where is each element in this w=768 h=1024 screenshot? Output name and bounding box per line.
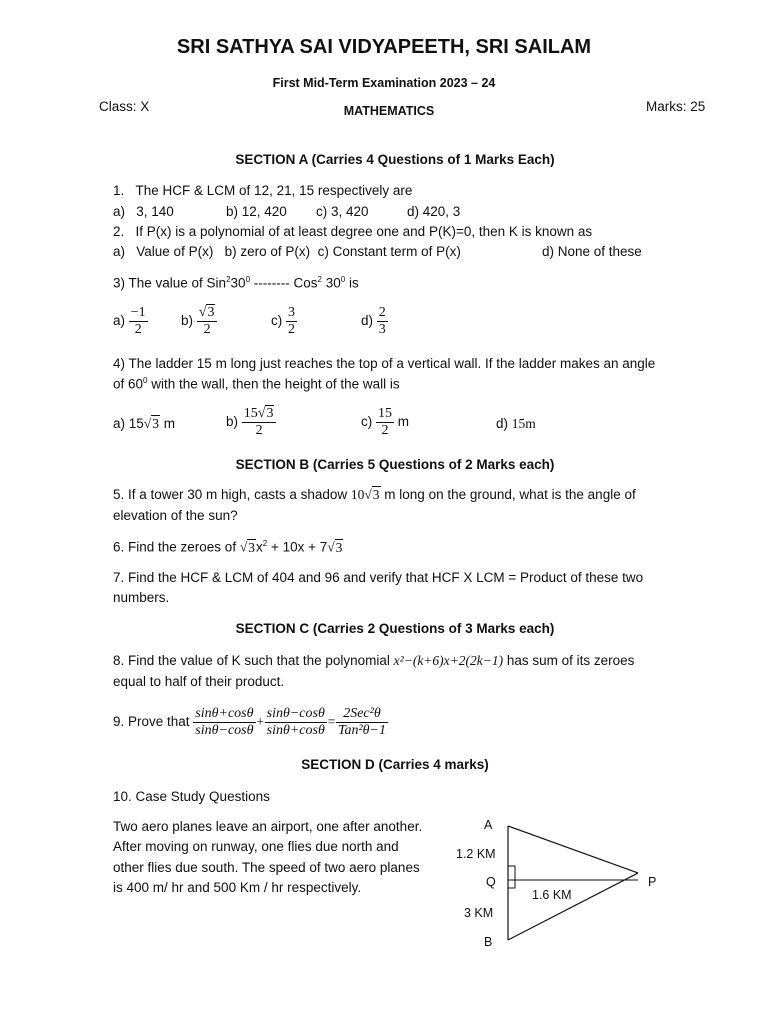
q1: 1. The HCF & LCM of 12, 21, 15 respectively are bbox=[113, 183, 413, 198]
q10-line2: After moving on runway, one flies due north and bbox=[113, 839, 399, 854]
class-label: Class: X bbox=[99, 99, 150, 114]
q2-options: a) Value of P(x) b) zero of P(x) c) Constant term of P(x) bbox=[113, 244, 461, 259]
q2-option-d: d) None of these bbox=[542, 244, 642, 259]
label-p: P bbox=[648, 875, 657, 889]
section-d-title: SECTION D (Carries 4 marks) bbox=[301, 757, 489, 772]
q1-option-c: c) 3, 420 bbox=[316, 204, 369, 219]
q1-option-d: d) 420, 3 bbox=[407, 204, 461, 219]
label-a: A bbox=[484, 818, 493, 832]
section-a-title: SECTION A (Carries 4 Questions of 1 Marks Each) bbox=[235, 152, 555, 167]
q3-option-d: d) $\frac{2}{3}$ bbox=[361, 305, 386, 337]
q10-line1: Two aero planes leave an airport, one after another. bbox=[113, 819, 423, 834]
subject-title: MATHEMATICS bbox=[343, 104, 435, 118]
label-aq: 1.2 KM bbox=[456, 847, 496, 861]
q2: 2. If P(x) is a polynomial of at least degree one and P(K)=0, then K is known as bbox=[113, 224, 593, 239]
label-qb: 3 KM bbox=[464, 906, 494, 920]
q3-option-a: a) $\frac{-1}{2}$ bbox=[113, 305, 146, 337]
label-b: B bbox=[484, 935, 493, 949]
q4-line1: 4) The ladder 15 m long just reaches the top of a vertical wall. If the ladder makes an angle bbox=[113, 356, 656, 371]
triangle-diagram bbox=[440, 810, 680, 955]
q9: 9. Prove that $\frac{\sin\theta+\cos\theta}{\sin\theta-\cos\theta}$ + $\frac{\sin\theta-\cos\theta}{\sin\theta+\cos\theta}$ = $\frac{\text{2Sec²θ}}{\text{Tan²θ−1}}$ bbox=[113, 706, 386, 738]
section-c-title: SECTION C (Carries 2 Questions of 3 Marks each) bbox=[235, 621, 555, 636]
marks-label: Marks: 25 bbox=[646, 99, 706, 114]
q7-line1: 7. Find the HCF & LCM of 404 and 96 and verify that HCF X LCM = Product of these two bbox=[113, 570, 644, 585]
school-title: SRI SATHYA SAI VIDYAPEETH, SRI SAILAM bbox=[176, 36, 592, 58]
q4-line2: of $60^0$ with the wall, then the height of the wall is bbox=[113, 376, 400, 392]
q5-line2: elevation of the sun? bbox=[113, 508, 238, 523]
q4-option-c: c) $\frac{15}{2}$ m bbox=[361, 406, 410, 438]
q1-option-b: b) 12, 420 bbox=[226, 204, 287, 219]
q1-options: a) 3, 140 bbox=[113, 204, 174, 219]
section-b-title: SECTION B (Carries 5 Questions of 2 Marks each) bbox=[235, 457, 555, 472]
line-ap bbox=[508, 826, 638, 873]
q4-option-b: b) $\frac{15√3}{2}$ bbox=[226, 406, 276, 439]
q8-line1: 8. Find the value of K such that the polynomial x²−(k+6)x+2(2k−1) has sum of its zeroes bbox=[113, 653, 635, 668]
q7-line2: numbers. bbox=[113, 590, 170, 605]
right-angle-mark bbox=[508, 866, 515, 888]
q3-option-c: c) $\frac{3}{2}$ bbox=[271, 305, 296, 337]
exam-title: First Mid-Term Examination 2023 – 24 bbox=[272, 76, 496, 90]
q3-option-b: b) $\frac{√3}{2}$ bbox=[181, 305, 217, 338]
q5-line1: 5. If a tower 30 m high, casts a shadow 10√3 m long on the ground, what is the angle of bbox=[113, 487, 636, 502]
q6: 6. Find the zeroes of $√3x^2 + 10x + 7√3$ bbox=[113, 539, 343, 555]
q10-title: 10. Case Study Questions bbox=[113, 789, 270, 804]
q4-option-a: a) 15√3 m bbox=[113, 416, 175, 431]
q4-option-d: d) 15m bbox=[496, 416, 536, 431]
label-qp: 1.6 KM bbox=[532, 888, 572, 902]
q10-line3: other flies due south. The speed of two aero planes bbox=[113, 860, 420, 875]
q3: 3) The value of $Sin^230^0$ -------- Cos$^2$ $30^0$ is bbox=[113, 275, 359, 291]
q8-line2: equal to half of their product. bbox=[113, 674, 285, 689]
label-q: Q bbox=[486, 875, 496, 889]
q10-line4: is 400 m/ hr and 500 Km / hr respectively. bbox=[113, 880, 362, 895]
line-bp bbox=[508, 873, 638, 940]
